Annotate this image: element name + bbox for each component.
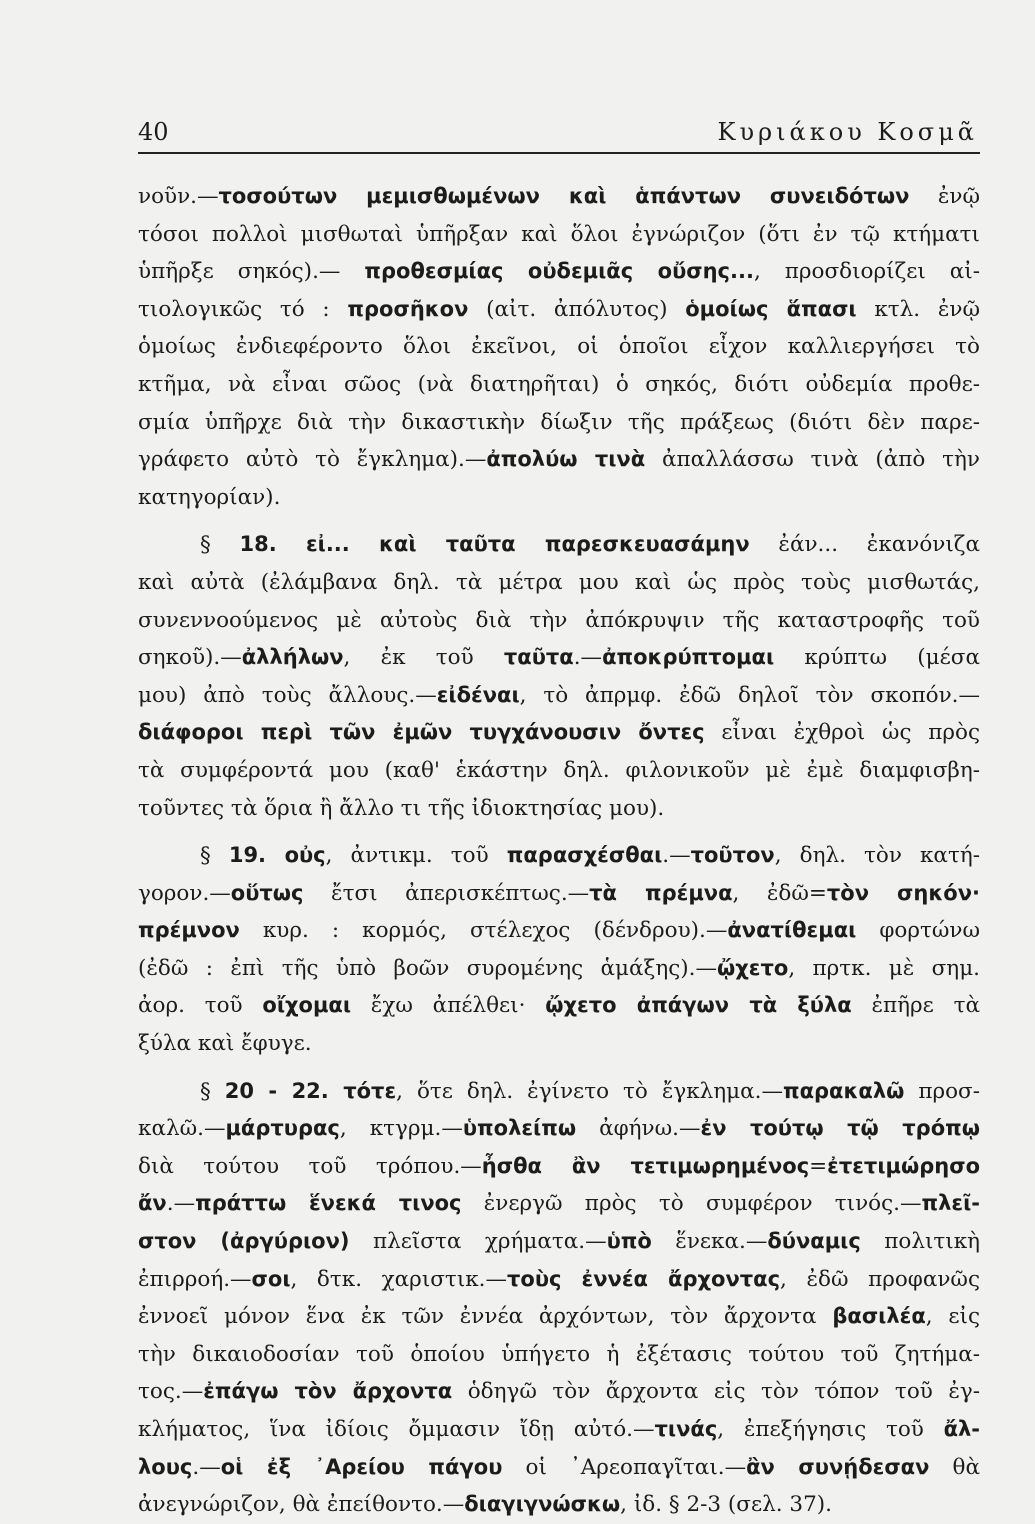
text-line (138, 1148, 980, 1186)
text-line (138, 714, 980, 752)
text-run: ἀφήνω.— (576, 1116, 701, 1142)
text-line (138, 1223, 980, 1261)
bold-term: τοσούτων μεμισθωμένων καὶ ἁπάντων συνειδότων (218, 184, 910, 208)
bold-term: οὕτως (230, 880, 304, 905)
text-run: ἀορ. τοῦ (138, 993, 263, 1019)
text-run: ἀπαλλάσσω τινὰ (ἀπὸ τὴν (645, 447, 980, 473)
text-run: τοῦντες τὰ ὅρια ἢ ἄλλο τι τῆς ἰδιοκτησίας μου). (138, 795, 665, 821)
bold-term: ἀνατίθεμαι (727, 918, 857, 943)
text-run: γράφετο αὐτὸ τὸ ἔγκλημα).— (138, 447, 487, 473)
text-line (138, 1110, 980, 1148)
text-run: .— (192, 1454, 221, 1480)
bold-term: μάρτυρας (225, 1116, 340, 1141)
text-line (138, 1373, 980, 1411)
text-run: ἐπιρροή.— (138, 1266, 252, 1292)
text-run: ἐπῆρε τὰ (851, 993, 980, 1019)
text-line (138, 216, 980, 254)
bold-term: ᾤχετο (717, 955, 789, 980)
page-number: 40 (138, 118, 169, 146)
text-run: ἔχω ἀπέλθει· (351, 993, 546, 1019)
text-run: ὁμοίως ἐνδιεφέροντο ὅλοι ἐκεῖνοι, οἱ ὁποῖοι εἶχον καλλιεργήσει τὸ (138, 334, 980, 360)
text-run: συνεννοούμενος μὲ αὐτοὺς διὰ τὴν ἀπόκρυψιν τῆς καταστροφῆς τοῦ (138, 607, 980, 633)
bold-term: δύναμις (767, 1229, 861, 1254)
text-run: κρύπτω (μέσα (774, 645, 980, 671)
text-line (138, 1073, 980, 1111)
bold-term: προθεσμίας οὐδεμιᾶς οὔσης... (364, 259, 754, 284)
text-run: κλήματος, ἵνα ἰδίοις ὄμμασιν ἴδῃ αὐτό.— (138, 1417, 655, 1442)
text-line (138, 987, 980, 1025)
bold-term: ἐν τούτῳ τῷ τρόπῳ (700, 1116, 980, 1141)
text-run: κτῆμα, νὰ εἶναι σῶος (νὰ διατηρῆται) ὁ σηκός, διότι οὐδεμία προθε- (138, 371, 980, 397)
text-run: καλῶ.— (138, 1116, 226, 1142)
bold-term: τὰ πρέμνα (589, 880, 733, 905)
text-run: τὴν δικαιοδοσίαν τοῦ ὁποίου ὑπήγετο ἡ ἐξέτασις τούτου τοῦ ζητήμα- (138, 1341, 980, 1367)
text-line (138, 404, 980, 442)
bold-term: πράττω ἕνεκά τινος (195, 1191, 462, 1216)
text-line (138, 441, 980, 479)
bold-term: πρέμνον (138, 918, 240, 943)
bold-term: ἂν συνῄδεσαν (746, 1454, 930, 1479)
bold-term: ἦσθα ἂν τετιμωρημένος (481, 1153, 810, 1178)
text-run: σηκοῦ).— (138, 645, 242, 671)
text-run: κυρ. : κορμός, στέλεχος (δένδρου).— (239, 918, 728, 944)
text-line (138, 1486, 980, 1524)
bold-term: τοῦτον (690, 843, 775, 868)
text-run: = (809, 1153, 828, 1179)
text-run: , ἐδῶ προφανῶς (780, 1266, 980, 1292)
text-run: , ἐπεξήγησις τοῦ (717, 1417, 944, 1442)
text-run: μου) ἀπὸ τοὺς ἄλλους.— (138, 682, 437, 708)
text-run: θὰ (929, 1454, 980, 1480)
text-run: τὰ συμφέροντά μου (καθ' ἑκάστην δηλ. φιλονικοῦν μὲ ἐμὲ διαμφισβη- (138, 757, 980, 783)
text-run: ὁδηγῶ τὸν ἄρχοντα εἰς τὸν τόπον τοῦ ἐγ- (452, 1379, 980, 1405)
text-run: γορον.— (138, 880, 231, 906)
bold-term: ἄν (138, 1191, 167, 1216)
text-run: τόσοι πολλοὶ μισθωταὶ ὑπῆρξαν καὶ ὅλοι ἐγνώριζον (ὅτι ἐν τῷ κτήματι (138, 221, 980, 247)
bold-term: 20 - 22. τότε (224, 1078, 397, 1103)
running-title: Κυριάκου Κοσμᾶ (717, 118, 978, 146)
text-run: ἐνεργῶ πρὸς τὸ συμφέρον τινός.— (461, 1191, 922, 1217)
bold-term: ἀποκρύπτομαι (602, 645, 775, 670)
text-line (138, 1185, 980, 1223)
text-run: § (200, 843, 229, 869)
text-run: , ἐκ τοῦ (343, 645, 504, 671)
text-run: .— (166, 1191, 196, 1217)
bold-term: παρακαλῶ (782, 1078, 905, 1103)
text-run: § (200, 1078, 225, 1104)
text-run: (ἐδῶ : ἐπὶ τῆς ὑπὸ βοῶν συρομένης ἁμάξης).— (138, 955, 717, 981)
bold-term: τινάς (654, 1417, 718, 1441)
text-run: πλεῖστα χρήματα.— (349, 1229, 607, 1255)
text-run: , εἰς (925, 1304, 980, 1330)
text-run: σμία ὑπῆρχε διὰ τὴν δικαστικὴν δίωξιν τῆς πράξεως (διότι δὲν παρε- (138, 409, 980, 435)
text-run: ὑπῆρξε σηκός).— (138, 259, 365, 285)
text-run: ἐάν... ἐκανόνιζα (749, 532, 980, 558)
bold-term: ἀλλήλων (241, 645, 344, 670)
text-run: .— (573, 645, 603, 671)
text-line (138, 912, 980, 950)
text-run: ἐννοεῖ μόνον ἕνα ἐκ τῶν ἐννέα ἀρχόντων, τὸν ἄρχοντα (138, 1304, 833, 1330)
text-line (138, 291, 980, 329)
text-run: , ἰδ. § 2-3 (σελ. 37). (620, 1492, 833, 1518)
bold-term: σοι (251, 1266, 291, 1291)
text-run: , κτγρμ.— (339, 1116, 463, 1142)
bold-term: προσῆκον (347, 296, 469, 321)
bold-term: ἐτετιμώρησο (827, 1153, 980, 1178)
bold-term: ταῦτα (503, 645, 574, 670)
text-run: διὰ τούτου τοῦ τρόπου.— (138, 1153, 482, 1179)
text-run: κτλ. ἐνῷ (856, 296, 980, 322)
bold-term: ὑπὸ (606, 1229, 652, 1254)
text-line (138, 602, 980, 640)
bold-term: 19. οὐς (228, 843, 326, 868)
text-line (138, 677, 980, 715)
text-line (138, 328, 980, 366)
text-line (138, 1449, 980, 1487)
text-run: , δτκ. χαριστικ.— (290, 1266, 508, 1292)
bold-term: οἴχομαι (262, 993, 352, 1018)
text-line (138, 1298, 980, 1336)
text-run: κατηγορίαν). (138, 484, 281, 510)
text-line (138, 950, 980, 988)
text-line (138, 1336, 980, 1374)
text-run: τος.— (138, 1379, 204, 1405)
text-run: , πρτκ. μὲ σημ. (788, 955, 980, 981)
text-run: ἀνεγνώριζον, θὰ ἐπείθοντο.— (138, 1492, 465, 1518)
bold-term: βασιλέα (832, 1304, 926, 1329)
text-line (138, 479, 980, 517)
text-run: ἔτσι ἀπερισκέπτως.— (303, 880, 590, 906)
text-run: , προσδιορίζει αἰ- (753, 259, 980, 285)
page-header (138, 104, 980, 154)
text-line (138, 1261, 980, 1299)
bold-term: παρασχέσθαι (506, 843, 663, 868)
bold-term: οἱ ἐξ ᾿Αρείου πάγου (220, 1454, 503, 1479)
text-line (138, 790, 980, 828)
text-run: καὶ αὐτὰ (ἐλάμβανα δηλ. τὰ μέτρα μου καὶ ὡς πρὸς τοὺς μισθωτάς, (138, 569, 980, 595)
bold-term: διάφοροι περὶ τῶν ἐμῶν τυγχάνουσιν ὄντες (138, 720, 705, 745)
commentary-text (138, 178, 980, 1524)
bold-term: τοὺς ἐννέα ἄρχοντας (507, 1266, 781, 1291)
bold-term: πλεῖ- (921, 1191, 980, 1216)
bold-term: ᾤχετο ἀπάγων τὰ ξύλα (545, 993, 852, 1018)
text-run: , δηλ. τὸν κατή- (774, 843, 980, 869)
text-run: ἕνεκα.— (651, 1229, 768, 1255)
text-run: .— (662, 843, 691, 869)
text-line (138, 1411, 980, 1449)
text-line (138, 875, 980, 913)
text-run: πολιτικὴ (860, 1229, 980, 1255)
text-line (138, 837, 980, 875)
text-line (138, 639, 980, 677)
text-run: εἶναι ἐχθροὶ ὡς πρὸς (704, 720, 980, 746)
bold-term: διαγιγνώσκω (464, 1492, 621, 1517)
bold-term: 18. εἰ... καὶ ταῦτα παρεσκευασάμην (239, 532, 750, 557)
text-run: τιολογικῶς τό : (138, 296, 348, 322)
bold-term: εἰδέναι (436, 682, 520, 707)
text-line (138, 752, 980, 790)
text-run: νοῦν.— (138, 184, 219, 209)
text-run: , ἀντικμ. τοῦ (325, 843, 507, 869)
text-line (138, 1025, 980, 1063)
bold-term: ὁμοίως ἅπασι (685, 296, 857, 321)
text-run: § (200, 532, 240, 558)
bold-term: ὑπολείπω (462, 1116, 577, 1141)
text-run: , τὸ ἀπρμφ. ἐδῶ δηλοῖ τὸν σκοπόν.— (519, 682, 980, 708)
text-run: (αἰτ. ἀπόλυτος) (468, 296, 686, 322)
bold-term: λους (138, 1454, 193, 1479)
bold-term: στον (ἀργύριον) (138, 1229, 350, 1254)
bold-term: ἀπολύω τινὰ (486, 447, 646, 472)
text-line (138, 366, 980, 404)
text-line (138, 564, 980, 602)
text-line (138, 526, 980, 564)
bold-term: ἐπάγω τὸν ἄρχοντα (203, 1379, 453, 1404)
text-run: ἐνῷ (909, 184, 980, 209)
text-run: φορτώνω (856, 918, 980, 944)
bold-term: ἄλ- (943, 1417, 980, 1441)
text-run: , ἐδῶ= (732, 880, 827, 906)
text-run: , ὅτε δηλ. ἐγίνετο τὸ ἔγκλημα.— (396, 1078, 783, 1104)
text-run: ξύλα καὶ ἔφυγε. (138, 1031, 312, 1057)
text-line (138, 178, 980, 216)
text-line (138, 253, 980, 291)
text-run: οἱ ᾿Αρεοπαγῖται.— (502, 1454, 747, 1480)
bold-term: τὸν σηκόν· (826, 880, 980, 905)
text-run: προσ- (904, 1078, 980, 1104)
